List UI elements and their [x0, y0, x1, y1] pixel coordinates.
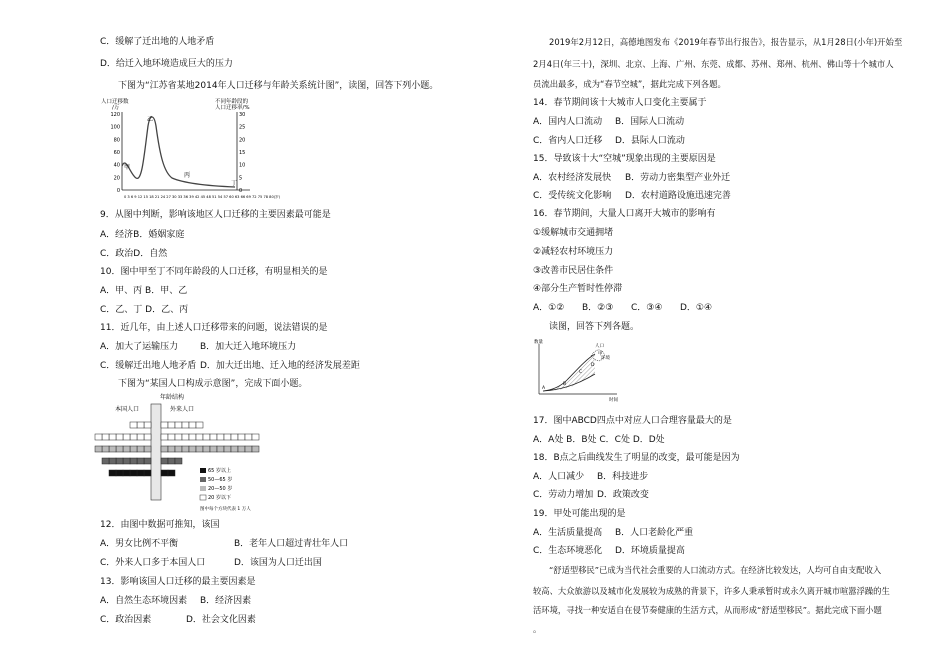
native-block: [137, 470, 144, 476]
left-tick-label: 120: [110, 112, 120, 118]
q19-row-cd: [533, 545, 685, 557]
foreign-block: [161, 458, 168, 464]
population-capacity-chart: [533, 336, 621, 404]
q11-row-cd: [100, 360, 360, 372]
passage2-line3: 活环境，寻找一种安适自在侵节奏健康的生活方式，从而形成“舒适型移民”。据此完成下面小题: [533, 605, 882, 615]
q14-row-cd: [533, 135, 685, 147]
q13-option-b: B．经济因素: [200, 596, 252, 606]
native-block: [130, 434, 137, 440]
native-block: [137, 434, 144, 440]
migration-age-chart: [100, 96, 281, 202]
native-block: [123, 434, 130, 440]
q10: 10．图中甲至丁不同年龄段的人口迁移，有明显相关的是: [100, 267, 328, 277]
native-block: [102, 458, 109, 464]
legend-50-65: 50—65 岁: [208, 477, 233, 483]
q18: 18．B点之后曲线发生了明显的改变，最可能是因为: [533, 453, 740, 463]
left-tick-label: 60: [113, 150, 120, 156]
foreign-block: [252, 434, 259, 440]
left-tick-label: 40: [113, 162, 120, 169]
native-block: [123, 470, 130, 476]
passage1-line1: 2019年2月12日，高德地图发布《2019年春节出行报告》，报告显示，从1月28日(小年)开始至: [549, 37, 903, 47]
point-c: C: [579, 370, 583, 375]
legend-65plus: 65 岁以上: [208, 468, 231, 474]
q19-row-ab: [533, 527, 693, 539]
q14-option-a: A．国内人口流动: [533, 117, 603, 127]
foreign-block: [224, 446, 231, 452]
q8-option-d: D．给迁入地环境造成巨大的压力: [100, 59, 233, 69]
q14: 14．春节期间该十大城市人口变化主要属于: [533, 98, 707, 108]
q8-option-c: C．缓解了迁出地的人地矛盾: [100, 37, 215, 47]
environment-curve-label: 环境: [601, 356, 610, 361]
foreign-block: [189, 422, 196, 428]
q14-option-c: C．省内人口迁移: [533, 136, 603, 146]
q16-option-c: C．③④: [631, 303, 663, 313]
right-tick-label: 5: [239, 175, 243, 182]
x-axis-label: 时间: [609, 398, 618, 403]
block-note: 图中每个方块代表 1 万人: [200, 507, 251, 512]
q10-options-cd: C．乙、丁 D．乙、丙: [100, 305, 189, 315]
q17-options: A．A处 B．B处 C．C处 D．D处: [533, 435, 665, 445]
q13-option-d: D．社会文化因素: [186, 615, 256, 625]
foreign-block: [203, 446, 210, 452]
q14-option-b: B．国际人口流动: [615, 117, 685, 127]
q12-option-b: B．老年人口超过青壮年人口: [234, 539, 349, 549]
right-tick-label: 0: [239, 188, 243, 194]
q13-option-c: C．政治因素: [100, 615, 152, 625]
q16-item-2: ②减轻农村环境压力: [533, 247, 614, 257]
native-block: [144, 458, 151, 464]
q9: 9．从图中判断，影响该地区人口迁移的主要因素最可能是: [100, 210, 331, 220]
q13-row-cd: [100, 614, 256, 626]
passage1-line3: 员流出最多，成为“春节空城”，据此完成下列各题。: [533, 79, 726, 89]
foreign-block: [189, 446, 196, 452]
native-block: [116, 470, 123, 476]
point-d: D: [591, 363, 595, 368]
intro-chart2: 下图为“某国人口构成示意图”，完成下面小题。: [118, 379, 308, 389]
native-block: [144, 470, 151, 476]
q12: 12．由图中数据可推知，该国: [100, 520, 220, 530]
foreign-block: [175, 446, 182, 452]
q19: 19．甲处可能出现的是: [533, 509, 626, 519]
native-block: [116, 458, 123, 464]
foreign-block: [161, 470, 168, 476]
native-block: [109, 458, 116, 464]
q19-option-b: B．人口老龄化严重: [615, 528, 694, 538]
foreign-block: [238, 434, 245, 440]
left-tick-label: 0: [116, 188, 120, 194]
foreign-block: [161, 446, 168, 452]
right-tick-label: 25: [239, 124, 246, 131]
q16-item-1: ①缓解城市交通拥堵: [533, 228, 614, 238]
native-block: [144, 422, 151, 428]
foreign-block: [252, 446, 259, 452]
label-jia-chart3: 甲: [598, 352, 603, 357]
age-structure-title: 年龄结构: [160, 394, 185, 401]
legend: [200, 467, 232, 501]
foreign-block: [168, 434, 175, 440]
q10-options-ab: A．甲、丙 B．甲、乙: [100, 286, 188, 296]
right-tick-label: 10: [239, 162, 246, 169]
q18-option-c: C．劳动力增加: [533, 490, 594, 500]
q12-row-cd: [100, 557, 322, 569]
population-curve-label: 人口: [595, 344, 604, 349]
y-axis-label: 数量: [534, 340, 543, 345]
passage2-line4: 。: [533, 624, 542, 634]
native-block: [116, 446, 123, 452]
q18-row-ab: [533, 471, 648, 483]
native-block: [109, 470, 116, 476]
native-block: [95, 434, 102, 440]
q15-option-c: C．受传统文化影响: [533, 191, 612, 201]
native-label: 本国人口: [115, 406, 140, 413]
foreign-block: [161, 422, 168, 428]
native-block: [137, 458, 144, 464]
point-b: B: [563, 382, 567, 387]
foreign-block: [175, 422, 182, 428]
right-tick-label: 30: [239, 112, 246, 118]
foreign-block: [238, 446, 245, 452]
foreign-block: [168, 446, 175, 452]
q11-option-d: D．加大迁出地、迁入地的经济发展差距: [200, 361, 360, 371]
label-jia: 甲: [124, 164, 131, 171]
foreign-block: [168, 470, 175, 476]
q11-option-c: C．缓解迁出地人地矛盾: [100, 361, 197, 371]
native-block: [144, 434, 151, 440]
foreign-block: [231, 434, 238, 440]
q13: 13．影响该国人口迁移的最主要因素是: [100, 577, 256, 587]
foreign-label: 外来人口: [170, 406, 195, 413]
q14-option-d: D．县际人口流动: [615, 136, 685, 146]
native-block: [95, 446, 102, 452]
q18-option-b: B．科技进步: [597, 472, 649, 482]
native-block: [102, 434, 109, 440]
foreign-block: [189, 434, 196, 440]
foreign-block: [210, 434, 217, 440]
q16-option-a: A．①②: [533, 303, 565, 313]
q15-row-ab: [533, 172, 730, 184]
q15-option-a: A．农村经济发展快: [533, 173, 612, 183]
q19-option-c: C．生态环境恶化: [533, 546, 603, 556]
passage2-line2: 较高、大众旅游以及城市化发展较为成熟的背景下，许多人秉承暂时或永久离开城市喧嚣浮躁的生: [533, 586, 890, 596]
label-bing: 丙: [184, 172, 191, 179]
legend-20-50: 20—50 岁: [208, 486, 233, 492]
q19-option-d: D．环境质量提高: [615, 546, 685, 556]
passage1-line2: 2月4日(年三十)，深圳、北京、上海、广州、东莞、成都、苏州、郑州、杭州、佛山等十个城市人: [533, 59, 894, 69]
intro-chart3: 读图，回答下列各题。: [549, 322, 640, 332]
q16-item-3: ③改善市民居住条件: [533, 266, 614, 276]
foreign-block: [203, 434, 210, 440]
native-block: [123, 446, 130, 452]
left-tick-label: 100: [110, 124, 120, 131]
q15: 15．导致该十大“空城”现象出现的主要原因是: [533, 154, 716, 164]
foreign-block: [196, 434, 203, 440]
right-axis-title-1: 不同年龄段的: [215, 99, 249, 105]
native-block: [130, 422, 137, 428]
q16: 16．春节期间，大量人口离开大城市的影响有: [533, 209, 716, 219]
point-a: A: [542, 386, 546, 391]
q14-row-ab: [533, 116, 684, 128]
left-tick-label: 20: [113, 175, 120, 182]
foreign-block: [245, 434, 252, 440]
q15-row-cd: [533, 190, 731, 202]
native-block: [130, 470, 137, 476]
foreign-block: [196, 422, 203, 428]
foreign-block: [231, 446, 238, 452]
native-block: [137, 446, 144, 452]
q18-option-a: A．人口减少: [533, 472, 585, 482]
foreign-block: [175, 458, 182, 464]
population-structure-chart: [100, 392, 300, 514]
passage2-line1: “舒适型移民”已成为当代社会重要的人口流动方式。在经济比较发达，人均可自由支配收入: [549, 565, 882, 575]
native-block: [144, 446, 151, 452]
native-block: [109, 446, 116, 452]
foreign-block: [168, 458, 175, 464]
right-tick-label: 15: [239, 150, 246, 156]
foreign-block: [161, 434, 168, 440]
intro-chart1: 下图为“江苏省某地2014年人口迁移与年龄关系统计图”，读图，回答下列小题。: [118, 81, 439, 91]
q11-option-b: B．加大迁入地环境压力: [200, 342, 297, 352]
native-block: [102, 446, 109, 452]
foreign-block: [182, 446, 189, 452]
foreign-block: [224, 434, 231, 440]
q11-row-ab: [100, 341, 296, 353]
q16-item-4: ④部分生产暂时性停滞: [533, 284, 623, 294]
q13-row-ab: [100, 595, 251, 607]
foreign-block: [210, 446, 217, 452]
q15-option-b: B．劳动力密集型产业外迁: [625, 173, 731, 183]
foreign-block: [217, 434, 224, 440]
q16-option-b: B．②③: [582, 303, 614, 313]
native-block: [137, 422, 144, 428]
q18-row-cd: [533, 489, 649, 501]
foreign-block: [175, 434, 182, 440]
foreign-block: [217, 446, 224, 452]
q17: 17．图中ABCD四点中对应人口合理容量最大的是: [533, 416, 732, 426]
native-block: [130, 446, 137, 452]
q12-option-a: A．男女比例不平衡: [100, 539, 179, 549]
native-block: [130, 458, 137, 464]
legend-under20: 20 岁以下: [208, 495, 231, 501]
q15-option-d: D．农村道路设施迅速完善: [625, 191, 731, 201]
left-axis-title-2: /万: [112, 105, 120, 111]
foreign-block: [196, 446, 203, 452]
q12-option-d: D．该国为人口迁出国: [234, 558, 322, 568]
foreign-block: [182, 434, 189, 440]
left-tick-label: 80: [113, 137, 120, 144]
q12-option-c: C．外来人口多于本国人口: [100, 558, 206, 568]
foreign-block: [168, 422, 175, 428]
q11-option-a: A．加大了运输压力: [100, 342, 179, 352]
q16-option-d: D．①④: [680, 303, 713, 313]
q16-options: [533, 302, 712, 314]
native-block: [116, 434, 123, 440]
foreign-block: [182, 422, 189, 428]
q18-option-d: D．政策改变: [597, 490, 649, 500]
label-yi: 乙: [147, 116, 154, 123]
right-tick-label: 20: [239, 137, 246, 144]
left-axis-title-1: 人口迁移数: [101, 99, 129, 105]
native-block: [123, 458, 130, 464]
q13-option-a: A．自然生态环境因素: [100, 596, 188, 606]
q12-row-ab: [100, 538, 348, 550]
q9-options-ab: A．经济B．婚姻家庭: [100, 230, 185, 240]
right-axis-title-2: 人口迁移率/%: [215, 105, 250, 111]
q9-options-cd: C．政治D．自然: [100, 249, 168, 259]
label-ding: 丁: [231, 180, 238, 187]
native-block: [109, 434, 116, 440]
q11: 11．近几年，由上述人口迁移带来的问题，说法错误的是: [100, 323, 328, 333]
x-axis-ticks: 0 3 6 9 12 15 18 21 24 27 30 33 36 39 42 45 48 51 54 57 60 63 66 69 72 75 78 80(岁): [124, 195, 281, 199]
q19-option-a: A．生活质量提高: [533, 528, 603, 538]
foreign-block: [245, 446, 252, 452]
